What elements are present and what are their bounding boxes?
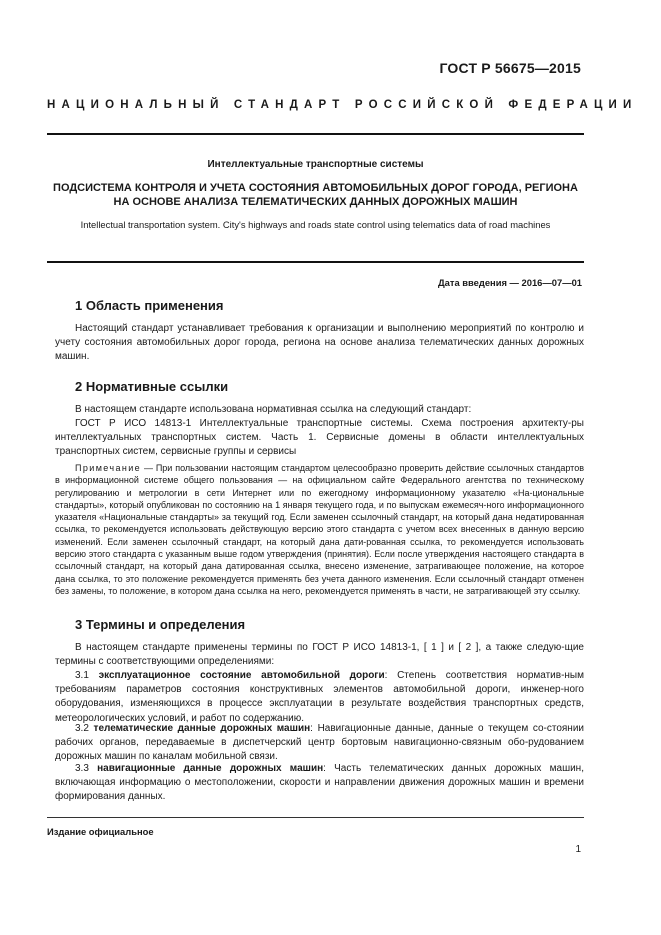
note-text: — При пользовании настоящим стандартом целесообразно проверить действие ссылочных стандартов в информационной системе общего пользования — на официальном сайте Федерального агентства по техническому регулированию и метрологии в сети Интернет или по ежегодному информационному указателю «На-циональные стандарты», который опубликован по состоянию на 1 января текущего года, и по выпускам ежемесяч-ного информационного указателя «Национальные стандарты» за текущий год. Если заменен ссылочный стандарт, на который дана недатированная ссылка, то рекомендуется использовать действующую версию этого стандарта с учетом всех внесенных в данную версию изменений. Если заменен ссылочный стандарт, на который дана дати-рованная ссылка, то рекомендуется использовать версию этого стандарта с указанным выше годом утверждения (принятия). Если после утверждения настоящего стандарта в ссылочный стандарт, на который дана датированная ссылка, внесено изменение, затрагивающее положение, на которое дана ссылка, то это положение рекомендуется применять без учета данного изменения. Если ссылочный стандарт отменен без замены, то положение, в котором дана ссылка на него, рекомендуется применять в части, не затрагивающей эту ссылку. <box>55 463 584 596</box>
official-edition-label: Издание официальное <box>47 826 154 837</box>
section-3-heading: 3 Термины и определения <box>75 617 246 632</box>
section-1-paragraph: Настоящий стандарт устанавливает требования к организации и выполнению мероприятий по контролю и учету состояния автомобильных дорог города, региона на основе анализа телематических данных дорожных машин. <box>55 323 584 363</box>
section-2-paragraph-1: В настоящем стандарте использована нормативная ссылка на следующий стандарт: <box>75 404 472 415</box>
section-2-reference: ГОСТ Р ИСО 14813-1 Интеллектуальные транспортные системы. Схема построения архитекту-ры интеллектуальных транспортных систем. Часть 1. Сервисные домены в области интеллектуальных транспортных систем, сервисные группы и сервисы <box>55 418 584 458</box>
section-2-heading: 2 Нормативные ссылки <box>75 379 229 394</box>
footer-rule <box>47 817 584 818</box>
term-3-3-definition: : Часть телематических данных дорожных машин, включающая информацию о местоположении, скорости и направлении движения дорожных машин и времени формирования данных. <box>55 763 584 803</box>
section-3-intro: В настоящем стандарте применены термины по ГОСТ Р ИСО 14813-1, [ 1 ] и [ 2 ], а также следую-щие термины с соответствующими определениями: <box>55 642 584 668</box>
title-rule <box>47 261 584 263</box>
term-3-1-definition: : Степень соответствия норматив-ным требованиям параметров состояния конструктивных элементов автомобильной дороги, инженер-ного оборудования, изменяющихся в процессе эксплуатации в результате воздействия транспортных средств, метеорологических условий, и работ по содержанию. <box>55 670 584 724</box>
term-3-1 <box>55 669 584 726</box>
term-3-2-number: 3.2 <box>75 723 94 734</box>
term-3-1-name: эксплуатационное состояние автомобильной дороги <box>98 670 385 681</box>
term-3-2-name: телематические данные дорожных машин <box>93 723 311 734</box>
title-line-2: НА ОСНОВЕ АНАЛИЗА ТЕЛЕМАТИЧЕСКИХ ДАННЫХ ДОРОЖНЫХ МАШИН <box>113 196 518 208</box>
term-3-3-number: 3.3 <box>75 763 98 774</box>
section-1-heading: 1 Область применения <box>75 298 224 313</box>
term-3-2 <box>55 722 584 765</box>
national-standard-banner: НАЦИОНАЛЬНЫЙ СТАНДАРТ РОССИЙСКОЙ ФЕДЕРАЦИИ <box>47 99 638 111</box>
page-number: 1 <box>575 844 581 855</box>
title-line-1: ПОДСИСТЕМА КОНТРОЛЯ И УЧЕТА СОСТОЯНИЯ АВТОМОБИЛЬНЫХ ДОРОГ ГОРОДА, РЕГИОНА <box>53 182 578 194</box>
term-3-1-number: 3.1 <box>75 670 99 681</box>
header-rule <box>47 133 584 135</box>
standard-subject: Интеллектуальные транспортные системы <box>207 159 424 170</box>
section-2-note <box>55 462 584 597</box>
term-3-3-name: навигационные данные дорожных машин <box>97 763 324 774</box>
note-label: Примечание <box>75 463 142 473</box>
term-3-3 <box>55 762 584 805</box>
section-1-text <box>55 322 584 365</box>
term-3-2-definition: : Навигационные данные, данные о текущем со-стоянии рабочих органов, передаваемые в диспетчерский центр бортовым навигационно-связным обо-рудованием дорожных машин по каналам мобильной связи. <box>55 723 584 763</box>
standard-title <box>47 181 584 209</box>
title-english: Intellectual transportation system. City's highways and roads state control using telematics data of road machines <box>80 219 551 230</box>
standard-code: ГОСТ Р 56675—2015 <box>439 60 581 76</box>
introduction-date: Дата введения — 2016—07—01 <box>437 277 582 288</box>
